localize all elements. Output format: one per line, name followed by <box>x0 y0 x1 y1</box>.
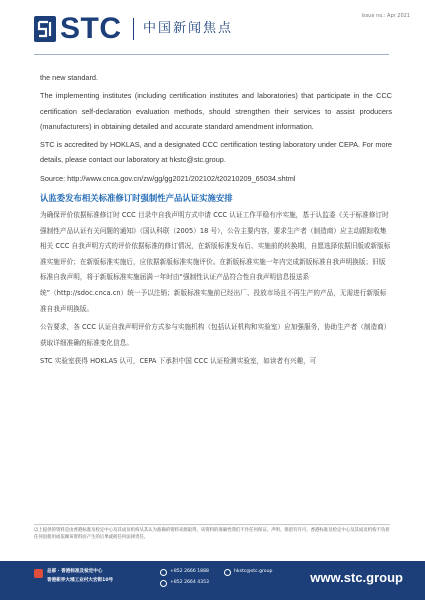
footer-rule <box>34 524 390 525</box>
paragraph-en-2: The implementing institutes (including certification institutes and laboratories) that participate in the CCC certification self-declaration evaluation methods, should strengthen their services to assist producers (manufacturers) in obtaining detailed and accurate standard amendment information. <box>40 91 392 131</box>
phone-icon <box>160 569 167 576</box>
brand-name: STC <box>60 12 122 45</box>
phone-number[interactable]: +852 2666 1888 <box>170 569 209 574</box>
fax-icon <box>160 580 167 587</box>
fax-number: +852 2664 4353 <box>170 580 209 585</box>
section-title: 中国新闻焦点 <box>143 21 234 36</box>
paragraph-en-3: STC is accredited by HOKLAS, and a designated CCC certification testing laboratory under CEPA. For more details, please contact our laboratory at hkstc@stc.group. <box>40 140 392 165</box>
header-rule <box>34 54 389 55</box>
email-address[interactable]: hkstc@stc.group <box>234 569 273 574</box>
stc-logo-icon <box>34 16 56 42</box>
email-icon <box>224 569 231 576</box>
paragraph-zh-2: 公告要求，各 CCC 认证自我声明评价方式参与实施机构（包括认证机构和实验室）应加强服务，协助生产者（制造商）获取详细准确的标准变化信息。 <box>40 323 391 347</box>
office-address: 香港新界大埔工业村大宏街10号 <box>47 578 114 583</box>
article-heading-zh: 认监委发布相关标准修订时强制性产品认证实施安排 <box>40 193 233 204</box>
location-icon <box>34 569 43 578</box>
paragraph-zh-1: 为确保评价依据标准修订时 CCC 目录中自我声明方式申请 CCC 认证工作平稳有序实施，基于认监委《关于标准修订时强制性产品认证有关问题的通知》（国认科联（2005）18 号），公告主要内容，要求生产者（制造商）应主动跟踪收集相关 CCC 自我声明方式的评价依据标准的修订情况，在新版标准发布后、实施前的转换期，自愿选择依据旧版或新版标准实施评价；在新版标准实施后，应依据新版标准实施评价。在新版标准实施一年内完成新版标准自我声明换版；旧版标准自我声明，将于新版标准实施届满一年时由“强制性认证产品符合性自我声明信息报送系统”（http://sdoc.cnca.cn）统一予以注销；新版标准实施前已经出厂、投放市场且不再生产的产品，无需进行新版标准自我声明换版。 <box>40 211 391 313</box>
paragraph-zh-3: STC 实验室获得 HOKLAS 认可，CEPA 下承担中国 CCC 认证检测实验室，如读者有兴趣，可 <box>40 357 317 366</box>
header-divider <box>133 18 134 40</box>
paragraph-en-1: the new standard. <box>40 73 99 82</box>
issue-number: Issue no.: Apr 2021 <box>361 13 410 19</box>
office-label: 总部 · 香港标准及检定中心 <box>47 569 103 574</box>
page-header <box>0 0 425 62</box>
disclaimer: 以上提供的资料是由香港标准及检定中心及其成员机构从其认为准确的资料来源取得，该资料的准确性我们不作任何保证。声明、保留有许可，香港标准及检定中心及其成员机构不负担任何因使用或依赖该资料而产生的后果或损任何法律责任。 <box>34 528 390 540</box>
website-link[interactable]: www.stc.group <box>310 570 403 585</box>
source-link[interactable]: Source: http://www.cnca.gov.cn/zw/gg/gg2021/202102/t20210209_65034.shtml <box>40 173 296 183</box>
article-content <box>40 70 392 370</box>
